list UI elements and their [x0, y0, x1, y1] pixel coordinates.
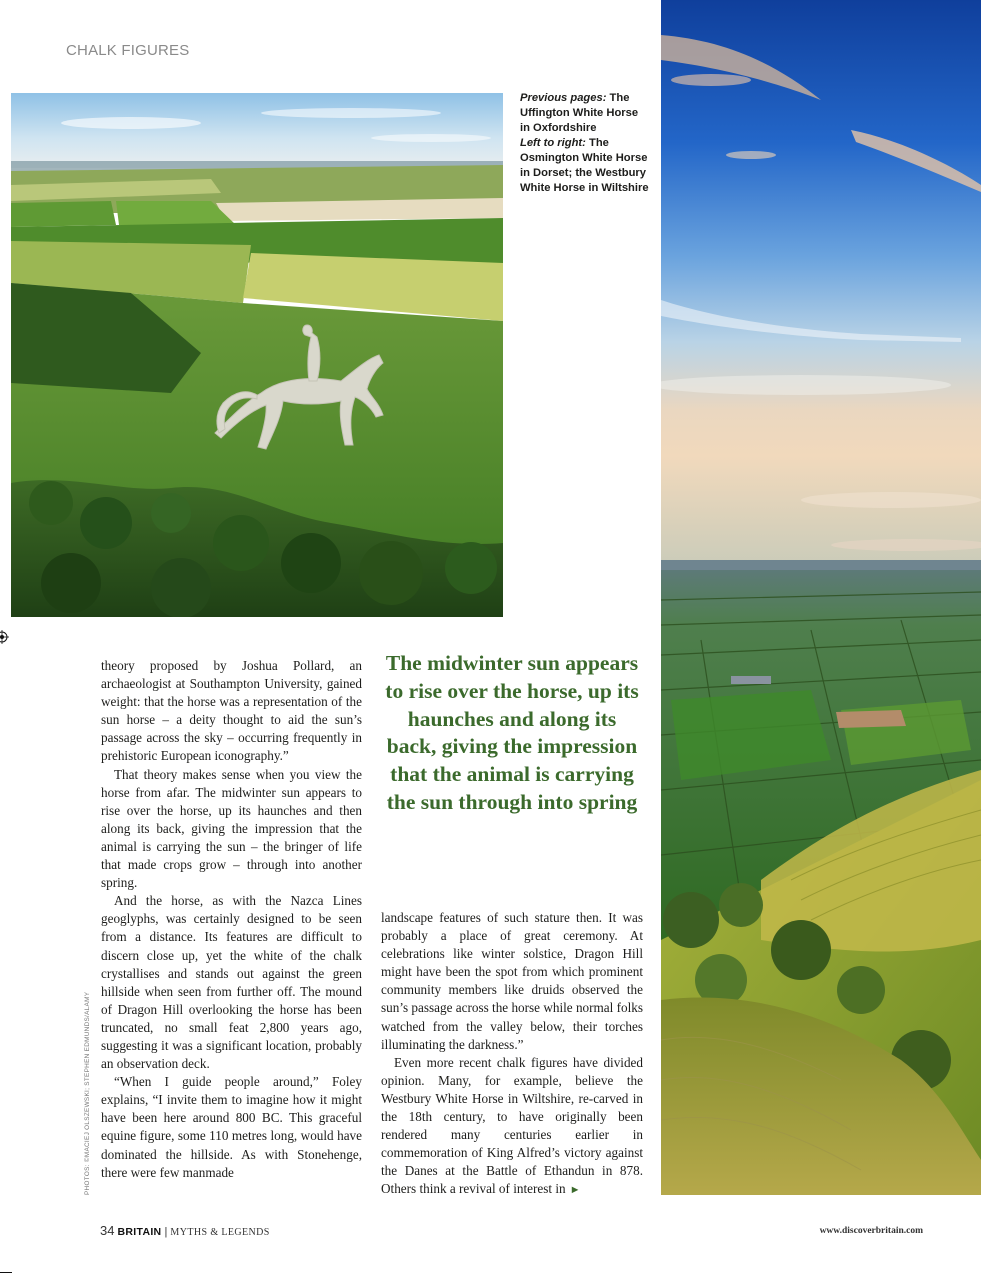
westbury-white-horse-photo	[661, 0, 981, 1195]
article-paragraph: landscape features of such stature then. It was probably a place of great ceremony. At celebrations like winter solstice, Dragon Hill might have been the spot from which prominent community members like druids observed the sun’s passage across the horse while normal folks watched from the valley below, their torches illuminating the darkness.”	[381, 910, 643, 1052]
pull-quote: The midwinter sun appears to rise over the horse, up its haunches and along its back, giving the impression that the animal is carrying the sun through into spring	[385, 651, 639, 814]
website-link[interactable]: www.discoverbritain.com	[819, 1226, 923, 1236]
article-paragraph-text: Even more recent chalk figures have divided opinion. Many, for example, believe the Westbury White Horse in Wiltshire, re-carved in the 18th century, to have originally been rendered many centuries earlier in commemoration of King Alfred’s victory against the Danes at the Battle of Ethandun in 878. Others think a revival of interest in	[381, 1054, 643, 1197]
article-column-left	[101, 657, 362, 1182]
caption-text-current: The Osmington White Horse in Dorset; the Westbury White Horse in Wiltshire	[520, 137, 649, 194]
westbury-photo-illustration	[661, 0, 981, 1195]
photo-caption	[520, 91, 650, 196]
article-paragraph	[381, 1054, 643, 1200]
caption-text-previous: The Uffington White Horse in Oxfordshire	[520, 92, 639, 134]
article-paragraph: That theory makes sense when you view the horse from afar. The midwinter sun appears to rise over the horse, up its haunches and then along its back, giving the impression that the animal is carrying the sun – the bringer of life that made crops grow – through into another spring.	[101, 766, 362, 891]
registration-mark-icon	[0, 630, 9, 644]
magazine-name: BRITAIN	[117, 1226, 162, 1238]
article-column-right	[381, 909, 643, 1200]
caption-lead-current: Left to right:	[520, 137, 586, 149]
issue-title: MYTHS & LEGENDS	[170, 1227, 270, 1238]
osmington-photo-illustration	[11, 93, 503, 617]
continue-arrow-icon: ►	[569, 1184, 581, 1197]
footer-separator: |	[164, 1226, 168, 1238]
photo-credit: PHOTOS: ©MACIEJ OLSZEWSKI; STEPHEN EDMUNDS/ALAMY	[84, 991, 91, 1195]
caption-lead-previous: Previous pages:	[520, 92, 607, 104]
section-label: CHALK FIGURES	[66, 42, 190, 59]
article-paragraph: And the horse, as with the Nazca Lines geoglyphs, was certainly designed to be seen from a distance. Its features are difficult to discern close up, yet the white of the chalk crystallises and stands out against the green hillside when seen from further off. The mound of Dragon Hill overlooking the horse has been truncated, no small feat 2,800 years ago, suggesting it was a significant location, probably an observation deck.	[101, 893, 362, 1072]
footer-folio	[100, 1223, 270, 1238]
page-number: 34	[100, 1223, 115, 1238]
article-paragraph: “When I guide people around,” Foley explains, “I invite them to imagine how it might have been here around 800 BC. This graceful equine figure, some 110 metres long, would have dominated the hillside. As with Stonehenge, there were few manmade	[101, 1074, 362, 1180]
crop-mark	[0, 1272, 12, 1273]
osmington-white-horse-photo	[11, 93, 503, 617]
article-paragraph: theory proposed by Joshua Pollard, an archaeologist at Southampton University, gained weight: that the horse was a representation of the sun horse – a deity thought to aid the sun’s passage across the sky – occurring frequently in prehistoric European iconography.”	[101, 658, 362, 764]
